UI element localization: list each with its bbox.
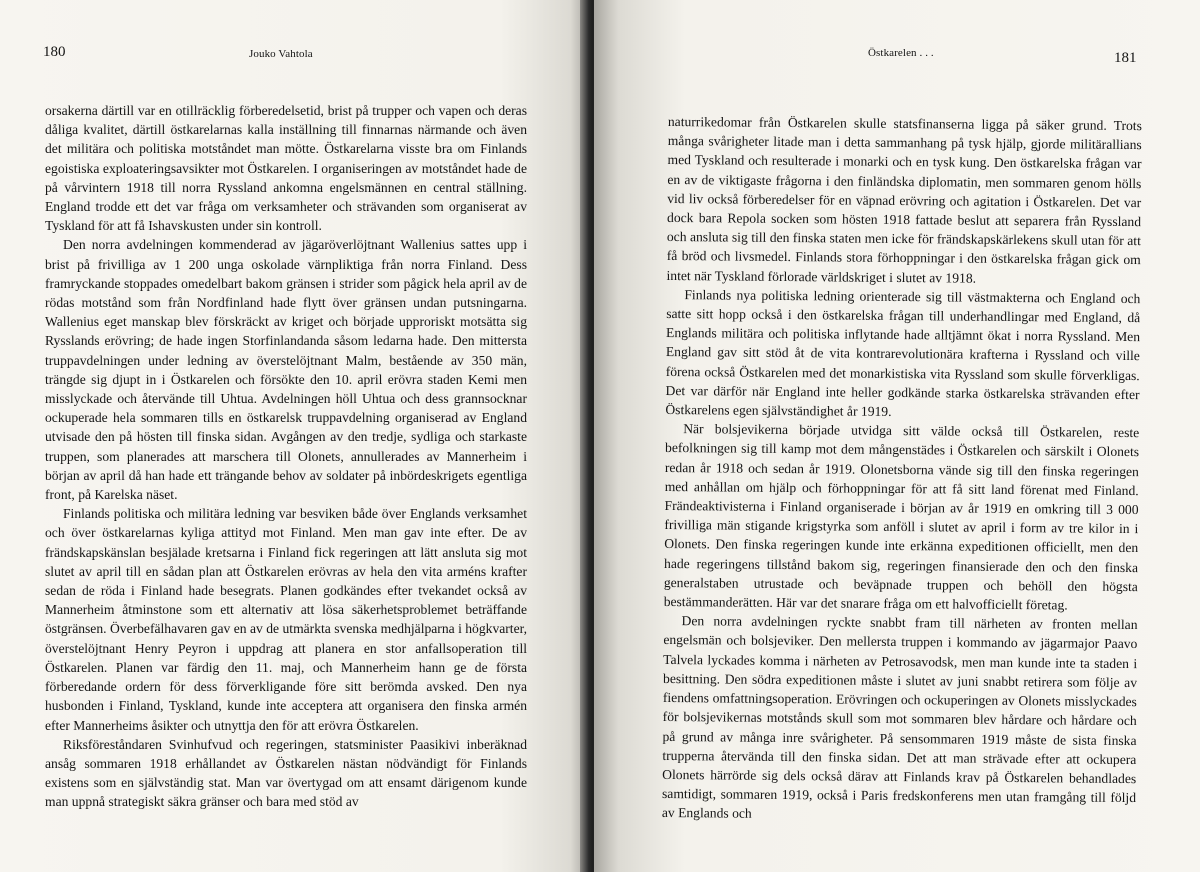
paragraph: Finlands politiska och militära ledning var besviken både över Englands verksamhet och över östkarelarnas kyliga attityd mot Finland. Men man gav inte efter. De av frändskapskänslan besjälade kretsarna i Finland fick regeringen att lätt ansluta sig mot slutet av april till en sådan plan att Östkarelen erövras av hela den vita arméns krafter sedan de röda i Finland hade besegrats. Planen godkändes efter tvekandet också av Mannerheim åtminstone som ett alternativ att lösa säkerhetsproblemet beträffande östgränsen. Överbefälhavaren gav en av de utmärkta svenska medhjälparna i högkvarter, överstelöjtnant Henry Peyron i uppdrag att planera en stor anfallsoperation till Östkarelen. Planen var färdig den 11. maj, och Mannerheim hann ge de första förberedande ordern för dess förverkligande före sitt berömda avsked. Den nya husbonden i Finland, Tyskland, kunde inte acceptera att organisera den finska armén efter Mannerheims åsikter och utnyttja den för att erövra Östkarelen. [45, 506, 527, 733]
page-number-left: 180 [43, 44, 66, 60]
running-head-left: Jouko Vahtola [249, 48, 313, 60]
paragraph: Riksföreståndaren Svinhufvud och regeringen, statsminister Paasikivi inberäknad ansåg sommaren 1918 erhållandet av Östkarelen nästan nödvändigt för Finlands existens som en självständig stat. Man var övertygad om att ensamt därigenom kunde man uppnå strategiskt säkra gränser och bara med stöd av [45, 736, 527, 810]
paragraph: Den norra avdelningen ryckte snabbt fram till närheten av fronten mellan engelsmän och bolsjeviker. Den mellersta truppen i kommando av jägarmajor Paavo Talvela lyckades komma i närheten av Petrosavodsk, men man kunde inte ta staden i besittning. Den södra expeditionen måste i slutet av juni snabbt retirera som följe av fiendens omfattningsoperation. Erövringen och ockuperingen av Olonets misslyckades för bolsjevikernas motstånds skull som mot sommaren blev hårdare och hårdare och på grund av många inre svårigheter. På sensommaren 1919 måste de sista finska trupperna återvända till den finska sidan. Det att man strävade efter att ockupera Olonets härrörde sig dels också därav att Finlands krav på Östkarelen behandlades samtidigt, sommaren 1919, också i Paris fredskonferens men utan framgång till följd av Englands och [661, 613, 1138, 822]
paragraph: Finlands nya politiska ledning orienterade sig till västmakterna och England och satte sitt hopp också i den östkarelska frågan till underhandlingar med England, då Englands militära och politiska inflytande hade alltjämnt ökat i norra Ryssland. Men England gav sitt stöd åt de vita kontrarevolutionära krafterna i Ryssland och ville förena också Östkarelen med det monarkistiska vita Ryssland som skulle förverkligas. Det var därför när England inte heller godkände starka östkarelska strävanden efter Östkarelens egen självständighet år 1919. [665, 286, 1141, 420]
body-text-left [45, 101, 527, 812]
page-number-right: 181 [1114, 50, 1137, 66]
running-head-right: Östkarelen . . . [868, 47, 934, 59]
left-page [0, 0, 588, 872]
body-text-right [662, 112, 1142, 827]
paragraph: Den norra avdelningen kommenderad av jägaröverlöjtnant Wallenius sattes upp i brist på frivilliga av 1 200 unga oskolade värnpliktiga från norra Finland. Dess framryckande stoppades omedelbart bakom gränsen i strider som pågick hela april av de rödas motstånd som från Nordfinland hade flytt över gränsen undan putsningarna. Wallenius eget manskap blev förskräckt av kriget och började upproriskt motsätta sig Rysslands erövring; de hade ingen Storfinlandanda såsom ledarna hade. Den mittersta truppavdelningen under ledning av överstelöjtnant Malm, bestående av 350 män, trängde sig djupt in i Östkarelen och försökte den 10. april erövra staden Kemi men misslyckade och återvände till Uhtua. Avdelningen höll Uhtua och dess grannsocknar ockuperade hela sommaren tills en östkarelsk truppavdelning organiserad av England utvisade den på hösten till finska sidan. Avgången av den tredje, sydliga och starkaste truppen, som planerades att marschera till Olonets, annullerades av Mannerheim i början av april då han hade ett trängande behov av soldater på inbördeskrigets egentliga front, på Karelska näset. [45, 237, 527, 503]
paragraph: naturrikedomar från Östkarelen skulle statsfinanserna ligga på säker grund. Trots många svårigheter litade man i detta sammanhang på tysk hjälp, gjorde militärallians med Tyskland och resulterade i monarki och en tysk kung. Den östkarelska frågan var en av de viktigaste frågorna i den finländska diplomatin, men sommaren genom hölls vid liv också förberedelser för en väpnad erövring och agitation i Östkarelen. Det var dock bara Repola socken som hösten 1918 fattade beslut att separera från Ryssland och ansluta sig till den finska staten men icke för frändskapskärlekens skull utan för att få bröd och livsmedel. Finlands stora förhoppningar i den östkarelska frågan gick om intet när Tyskland förlorade världskriget i slutet av 1918. [666, 113, 1142, 286]
paragraph: orsakerna därtill var en otillräcklig förberedelsetid, brist på trupper och vapen och deras dåliga kvalitet, därtill östkarelarnas kalla inställning till finnarnas närmande och även det militära och politiska motståndet man mötte. Östkarelarna visste bra om Finlands egoistiska exploateringsavsikter mot Östkarelen. I organiseringen av motståndet hade de på vårvintern 1918 till norra Ryssland ankomna engelsmännen en central ställning. England trodde ett det var fråga om verksamheter och strävanden som organiserat av Tyskland för att få Ishavskusten under sin kontroll. [45, 103, 527, 234]
right-page [594, 0, 1200, 872]
paragraph: När bolsjevikerna började utvidga sitt välde också till Östkarelen, reste befolkningen sig till kamp mot dem mångenstädes i Östkarelen och särskilt i Olonets redan år 1918 och sedan år 1919. Olonetsborna vände sig till den finska regeringen med anhållan om hjälp och förhoppningar för att få sitt land förenat med Finland. Frändeaktivisterna i Finland organiserade i början av år 1919 en omkring till 3 000 frivilliga män stigande krigstyrka som anföll i slutet av april i form av tre kilor in i Olonets. Den finska regeringen kunde inte erkänna expeditionen officiellt, men den hade regeringens tillstånd bakom sig, regeringen finansierade den och den finska generalstaben utrustade och beväpnade truppen och behöll den högsta bestämmanderätten. Här var det snarare fråga om ett halvofficiellt företag. [663, 421, 1140, 613]
